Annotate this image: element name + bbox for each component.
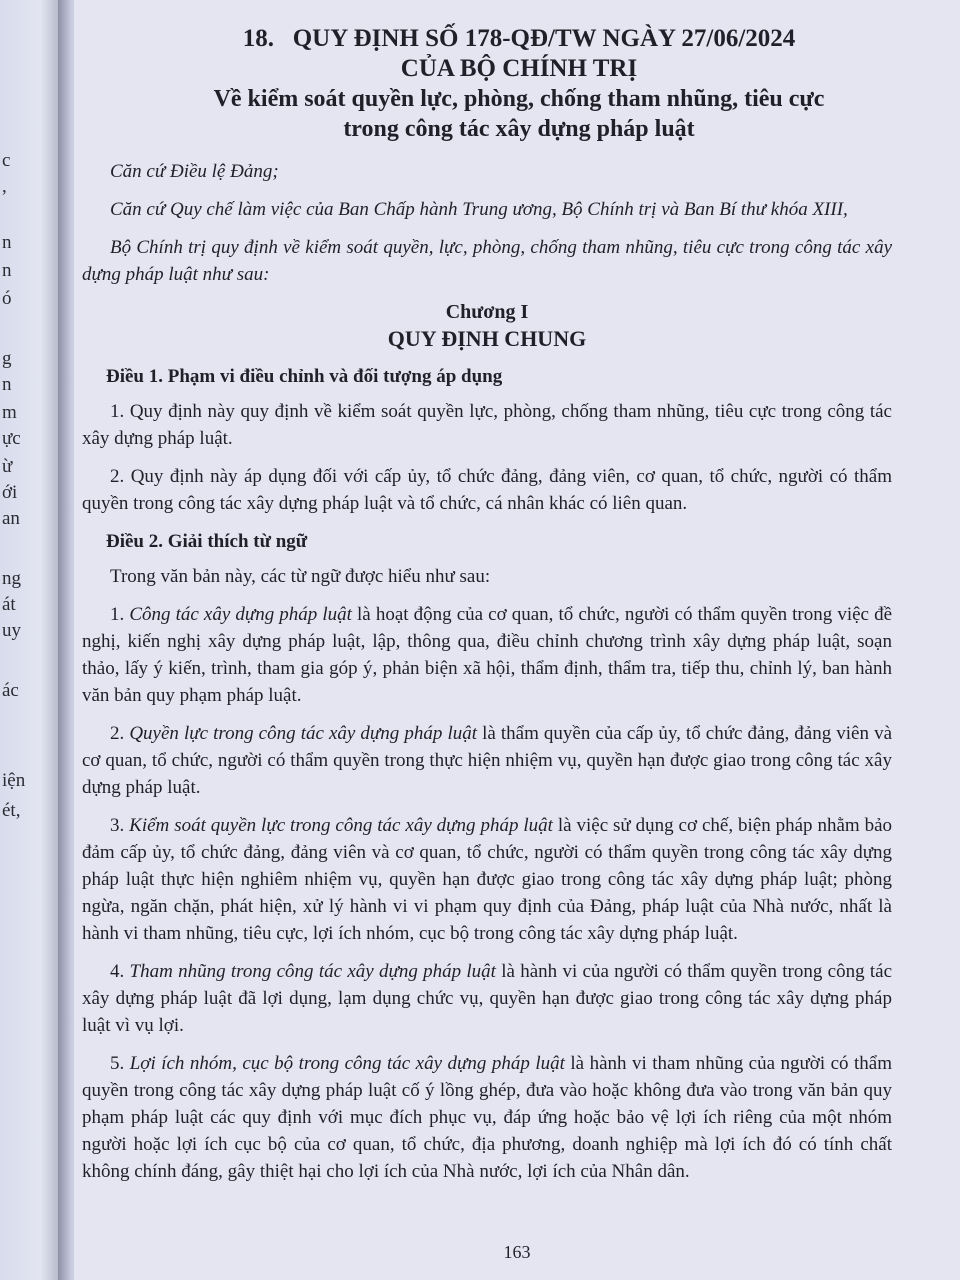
definition-text: là thẩm quyền của cấp ủy, tổ chức đảng, đảng viên và cơ quan, tổ chức, người có thẩm quyền trong thực hiện nhiệm vụ, quyền hạn được giao trong công tác xây dựng pháp luật. bbox=[82, 723, 892, 798]
left-fragment: n bbox=[2, 232, 12, 253]
left-fragment: , bbox=[2, 176, 7, 197]
left-fragment: uy bbox=[2, 620, 21, 641]
definition-item bbox=[82, 958, 892, 1039]
left-fragment: át bbox=[2, 594, 16, 615]
preamble-paragraph: Căn cứ Quy chế làm việc của Ban Chấp hành Trung ương, Bộ Chính trị và Ban Bí thư khóa XIII, bbox=[110, 199, 848, 220]
definition-term: Lợi ích nhóm, cục bộ trong công tác xây dựng pháp luật bbox=[129, 1053, 565, 1074]
article-2-intro: Trong văn bản này, các từ ngữ được hiểu như sau: bbox=[110, 566, 491, 587]
left-fragment: c bbox=[2, 150, 11, 171]
book-page bbox=[74, 0, 960, 1280]
definition-text: là hành vi tham nhũng của người có thẩm quyền trong công tác xây dựng pháp luật cố ý lồng ghép, đưa vào hoặc không đưa vào trong văn bản quy phạm pháp luật các quy định với mục đích phục vụ, đáp ứng hoặc bảo vệ lợi ích riêng của một nhóm người hoặc lợi ích cục bộ của cơ quan, tổ chức, địa phương, doanh nghiệp mà lợi ích đó có tính chất không chính đáng, gây thiệt hại cho lợi ích của Nhà nước, lợi ích của Nhân dân. bbox=[82, 1053, 893, 1182]
definition-number: 2. bbox=[110, 723, 130, 744]
left-fragment: n bbox=[2, 374, 12, 395]
header-title: QUY ĐỊNH SỐ 178-QĐ/TW NGÀY 27/06/2024 bbox=[292, 25, 796, 52]
header-number: 18. bbox=[242, 25, 274, 52]
left-page-text-fragments bbox=[0, 0, 40, 1280]
definition-number: 4. bbox=[110, 961, 130, 982]
article-1-clause: 2. Quy định này áp dụng đối với cấp ủy, tổ chức đảng, đảng viên, cơ quan, tổ chức, người có thẩm quyền trong công tác xây dựng pháp luật và tổ chức, cá nhân khác có liên quan. bbox=[82, 466, 892, 514]
definition-term: Tham nhũng trong công tác xây dựng pháp luật bbox=[129, 961, 496, 982]
article-1-title: Điều 1. Phạm vi điều chỉnh và đối tượng áp dụng bbox=[106, 366, 503, 387]
definition-number: 5. bbox=[110, 1053, 130, 1074]
definition-item bbox=[82, 812, 892, 947]
definition-item bbox=[82, 601, 892, 709]
definition-text: là việc sử dụng cơ chế, biện pháp nhằm bảo đảm cấp ủy, tổ chức đảng, đảng viên và cơ quan, tổ chức, người có thẩm quyền trong công tác xây dựng pháp luật thực hiện nghiêm nhiệm vụ, quyền hạn được giao trong công tác xây dựng pháp luật; phòng ngừa, ngăn chặn, phát hiện, xử lý hành vi vi phạm quy định của Đảng, pháp luật của Nhà nước, nhất là hành vi tham nhũng, tiêu cực, lợi ích nhóm, cục bộ trong công tác xây dựng pháp luật. bbox=[82, 815, 893, 944]
left-fragment: an bbox=[2, 508, 20, 529]
left-fragment: ét, bbox=[2, 800, 21, 821]
header-line-1 bbox=[144, 24, 894, 54]
document-body bbox=[82, 158, 892, 1196]
preamble-paragraph: Căn cứ Điều lệ Đảng; bbox=[110, 161, 279, 182]
left-fragment: g bbox=[2, 348, 12, 369]
header-line-2: CỦA BỘ CHÍNH TRỊ bbox=[400, 55, 638, 82]
preamble-paragraph: Bộ Chính trị quy định về kiểm soát quyền, lực, phòng, chống tham nhũng, tiêu cực trong công tác xây dựng pháp luật như sau: bbox=[82, 237, 892, 285]
document-header bbox=[144, 24, 894, 144]
left-fragment: ác bbox=[2, 680, 19, 701]
definition-text: là hoạt động của cơ quan, tổ chức, người có thẩm quyền trong việc đề nghị, kiến nghị xây dựng pháp luật, lập, thông qua, điều chỉnh chương trình xây dựng pháp luật, soạn thảo, lấy ý kiến, trình, tham gia góp ý, phản biện xã hội, thẩm định, thẩm tra, tiếp thu, chỉnh lý, ban hành văn bản quy phạm pháp luật. bbox=[82, 604, 893, 706]
left-fragment: n bbox=[2, 260, 12, 281]
header-subtitle-1: Về kiểm soát quyền lực, phòng, chống tham nhũng, tiêu cực bbox=[213, 86, 825, 112]
left-fragment: iện bbox=[2, 770, 26, 791]
definition-item bbox=[82, 1050, 892, 1185]
left-fragment: ng bbox=[2, 568, 21, 589]
definition-term: Quyền lực trong công tác xây dựng pháp luật bbox=[129, 723, 477, 744]
left-fragment: ới bbox=[2, 482, 18, 503]
left-page-edge bbox=[0, 0, 58, 1280]
definition-term: Công tác xây dựng pháp luật bbox=[129, 604, 352, 625]
article-2-title: Điều 2. Giải thích từ ngữ bbox=[106, 531, 308, 552]
left-fragment: ực bbox=[2, 428, 21, 449]
definition-term: Kiểm soát quyền lực trong công tác xây dựng pháp luật bbox=[129, 815, 553, 836]
left-fragment: m bbox=[2, 402, 17, 423]
definition-text: là hành vi của người có thẩm quyền trong công tác xây dựng pháp luật đã lợi dụng, lạm dụng chức vụ, quyền hạn được giao trong công tác xây dựng pháp luật vì vụ lợi. bbox=[82, 961, 893, 1036]
chapter-label: Chương I bbox=[445, 301, 529, 323]
page-number: 163 bbox=[503, 1242, 531, 1262]
definition-number: 1. bbox=[110, 604, 130, 625]
header-subtitle-2: trong công tác xây dựng pháp luật bbox=[343, 116, 695, 142]
left-fragment: ó bbox=[2, 288, 12, 309]
left-fragment: ừ bbox=[2, 456, 13, 477]
definition-number: 3. bbox=[110, 815, 130, 836]
article-1-clause: 1. Quy định này quy định về kiểm soát quyền lực, phòng, chống tham nhũng, tiêu cực trong công tác xây dựng pháp luật. bbox=[82, 401, 892, 449]
definition-item bbox=[82, 720, 892, 801]
chapter-title: QUY ĐỊNH CHUNG bbox=[387, 326, 587, 351]
